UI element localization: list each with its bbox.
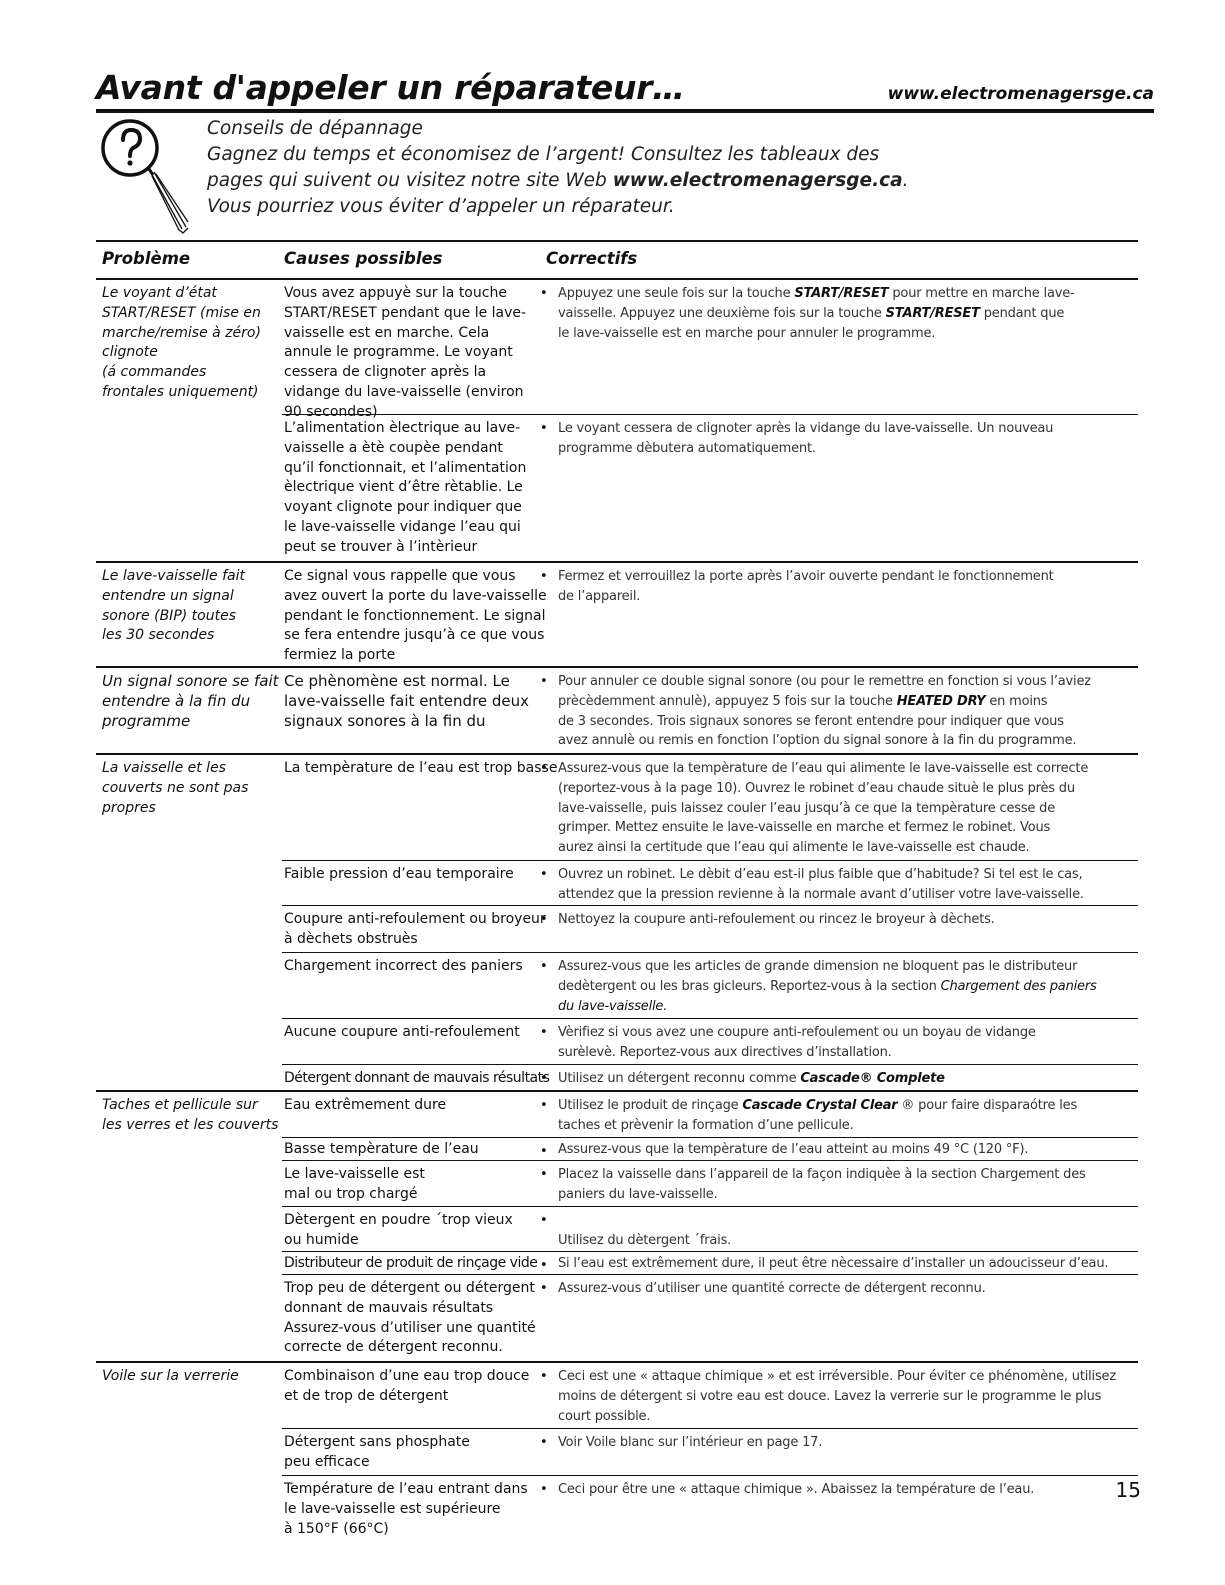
page-title: Avant d'appeler un réparateur… (96, 68, 685, 107)
fix-cell: • Voir Voile blanc sur l’intérieur en page 17. (540, 1429, 1138, 1477)
cause-cell: Détergent sans phosphate peu efficace (284, 1434, 470, 1470)
fix-cell: • Assurez-vous d’utiliser une quantité correcte de détergent reconnu. (540, 1275, 1138, 1362)
cause-cell: Basse tempèrature de l’eau (284, 1141, 479, 1157)
intro-heading: Conseils de dépannage (207, 118, 423, 139)
col-header-problem: Problème (102, 249, 191, 268)
table-row (282, 861, 1138, 906)
table-row (282, 563, 1138, 666)
cause-cell: Température de l’eau entrant dans le lave-vaisselle est supérieure à 150°F (66°C) (284, 1481, 528, 1537)
cause-cell: Combinaison d’une eau trop douce et de trop de détergent (284, 1368, 530, 1404)
fix-cell: • Assurez-vous que la tempèrature de l’eau atteint au moins 49 °C (120 °F). (540, 1138, 1138, 1164)
problem-group (96, 1363, 1138, 1542)
table-row (282, 1161, 1138, 1207)
problem-cell: Taches et pellicule sur les verres et les couverts (102, 1097, 279, 1133)
cause-cell: Aucune coupure anti-refoulement (284, 1024, 520, 1040)
fix-cell: • Assurez-vous que la tempèrature de l’eau qui alimente le lave-vaisselle est correcte (reportez-vous à la page 10). Ouvrez le robinet d’eau chaude situè le plus près du lave-vaisselle, puis laissez couler l’eau jusqu’à ce que la tempèrature cesse de grimper. Mettez ensuite le lave-vaisselle en marche et fermez le robinet. Vous aurez ainsi la certitude que l’eau qui alimente le lave-vaisselle est chaude. (540, 755, 1138, 862)
problem-group (96, 1092, 1138, 1363)
cause-cell: Distributeur de produit de rinçage vide (284, 1255, 538, 1271)
table-row (282, 1363, 1138, 1429)
fix-cell: • Ceci est une « attaque chimique » et est irréversible. Pour éviter ce phénomène, utilisez moins de détergent si votre eau est douce. Lavez la verrerie sur le programme le plus court possible. (540, 1363, 1138, 1430)
problem-cell: Un signal sonore se fait entendre à la fin du programme (102, 672, 279, 730)
cause-cell: L’alimentation èlectrique au lave- vaisselle a ètè coupèe pendant qu’il fonctionnait, et l’alimentation èlectrique vient d’être rètablie. Le voyant clignote pour indiquer que le lave-vaisselle vidange l’eau qui peut se trouver à l’intèrieur (284, 420, 527, 555)
fix-cell: • Si l’eau est extrêmement dure, il peut être nècessaire d’installer un adoucisseur d’eau. (540, 1252, 1138, 1278)
cause-cell: Ce phènomène est normal. Le lave-vaisselle fait entendre deux signaux sonores à la fin du (284, 672, 530, 730)
table-row (282, 755, 1138, 861)
cause-cell: Vous avez appuyè sur la touche START/RESET pendant que le lave- vaisselle est en marche. Cela annule le programme. Le voyant cessera de clignoter après la vidange du lave-vaisselle (environ 90 secondes) (284, 285, 527, 420)
fix-cell: • Ouvrez un robinet. Le dèbit d’eau est-il plus faible que d’habitude? Si tel est le cas, attendez que la pression revienne à la normale avant d’utiliser votre lave-vaisselle. (540, 861, 1138, 909)
cause-cell: Coupure anti-refoulement ou broyeur à dèchets obstruès (284, 911, 546, 947)
problem-group (96, 563, 1138, 668)
table-row (282, 1065, 1138, 1090)
cause-cell: Faible pression d’eau temporaire (284, 866, 514, 882)
fix-cell: • Utilisez un détergent reconnu comme Cascade® Complete (540, 1065, 1138, 1093)
table-row (282, 415, 1138, 561)
problem-group (96, 755, 1138, 1092)
intro-line: pages qui suivent ou visitez notre site Web www.electromenagersge.ca. (207, 170, 909, 191)
fix-cell: • Placez la vaisselle dans l’appareil de la façon indiquèe à la section Chargement des paniers du lave-vaisselle. (540, 1161, 1138, 1209)
fix-cell: • Utilisez du dètergent ´frais. (540, 1207, 1138, 1255)
col-header-fix: Correctifs (546, 249, 638, 268)
table-row (282, 1476, 1138, 1542)
header-url: www.electromenagersge.ca (887, 84, 1154, 104)
table-row (282, 668, 1138, 753)
page-number: 15 (1115, 1478, 1141, 1502)
table-row (282, 1138, 1138, 1161)
fix-cell: • Appuyez une seule fois sur la touche START/RESET pour mettre en marche lave- vaisselle. Appuyez une deuxième fois sur la touche START/RESET pendant que le lave-vaisselle est en marche pour annuler le programme. (540, 280, 1138, 427)
cause-cell: Chargement incorrect des paniers (284, 958, 523, 974)
table-row (282, 1429, 1138, 1476)
fix-cell: • Le voyant cessera de clignoter après la vidange du lave-vaisselle. Un nouveau programme dèbutera automatiquement. (540, 415, 1138, 562)
troubleshooting-table (96, 240, 1138, 1542)
table-row (282, 1019, 1138, 1065)
cause-cell: Eau extrêmement dure (284, 1097, 447, 1113)
problem-cell: La vaisselle et les couverts ne sont pas propres (102, 760, 249, 816)
problem-group (96, 668, 1138, 755)
problem-cell: Voile sur la verrerie (102, 1368, 239, 1384)
question-magnifier-icon (99, 117, 191, 235)
intro-line: Vous pourriez vous éviter d’appeler un réparateur. (207, 196, 675, 217)
cause-cell: La tempèrature de l’eau est trop basse (284, 760, 558, 776)
table-header (96, 240, 1138, 280)
problem-cell: Le lave-vaisselle fait entendre un signal sonore (BIP) toutes les 30 secondes (102, 568, 245, 644)
table-row (282, 1275, 1138, 1361)
intro-site-link[interactable]: www.electromenagersge.ca (612, 170, 903, 191)
table-row (282, 1252, 1138, 1275)
intro-text (207, 116, 1107, 220)
header-rule (96, 109, 1154, 113)
fix-cell: • Vèrifiez si vous avez une coupure anti-refoulement ou un boyau de vidange surèlevè. Reportez-vous aux directives d’installation. (540, 1019, 1138, 1067)
fix-cell: • Nettoyez la coupure anti-refoulement ou rincez le broyeur à dèchets. (540, 906, 1138, 954)
fix-cell: • Fermez et verrouillez la porte après l’avoir ouverte pendant le fonctionnement de l’appareil. (540, 563, 1138, 670)
table-row (282, 1092, 1138, 1138)
cause-cell: Trop peu de détergent ou détergent donnant de mauvais résultats Assurez-vous d’utiliser une quantité correcte de détergent reconnu. (284, 1280, 536, 1356)
table-row (282, 1207, 1138, 1252)
cause-cell: Ce signal vous rappelle que vous avez ouvert la porte du lave-vaisselle pendant le fonctionnement. Le signal se fera entendre jusqu’à ce que vous fermiez la porte (284, 568, 547, 664)
problem-cell: Le voyant d’état START/RESET (mise en marche/remise à zéro) clignote (á commandes frontales uniquement) (102, 285, 261, 400)
intro-line: Gagnez du temps et économisez de l’argent! Consultez les tableaux des (207, 144, 880, 165)
table-row (282, 280, 1138, 420)
cause-cell: Détergent donnant de mauvais résultats (284, 1070, 550, 1086)
cause-cell: Le lave-vaisselle est mal ou trop chargé (284, 1166, 425, 1202)
fix-cell: • Pour annuler ce double signal sonore (ou pour le remettre en fonction si vous l’aviez prècèdemment annulè), appuyez 5 fois sur la touche HEATED DRY en moins de 3 secondes. Trois signaux sonores se feront entendre pour indiquer que vous avez annulè ou remis en fonction l’option du signal sonore à la fin du programme. (540, 668, 1138, 755)
fix-cell: • Assurez-vous que les articles de grande dimension ne bloquent pas le distributeur dedètergent ou les bras gicleurs. Reportez-vous à la section Chargement des paniers du lave-vaisselle. (540, 953, 1138, 1020)
table-row (282, 953, 1138, 1019)
problem-group (96, 280, 1138, 563)
col-header-causes: Causes possibles (284, 249, 443, 268)
fix-cell: • Ceci pour être une « attaque chimique ». Abaissez la température de l’eau. (540, 1476, 1138, 1543)
fix-cell: • Utilisez le produit de rinçage Cascade Crystal Clear ® pour faire disparaótre les taches et prèvenir la formation d’une pellicule. (540, 1092, 1138, 1140)
cause-cell: Dètergent en poudre ´trop vieux ou humide (284, 1212, 513, 1248)
table-row (282, 906, 1138, 953)
